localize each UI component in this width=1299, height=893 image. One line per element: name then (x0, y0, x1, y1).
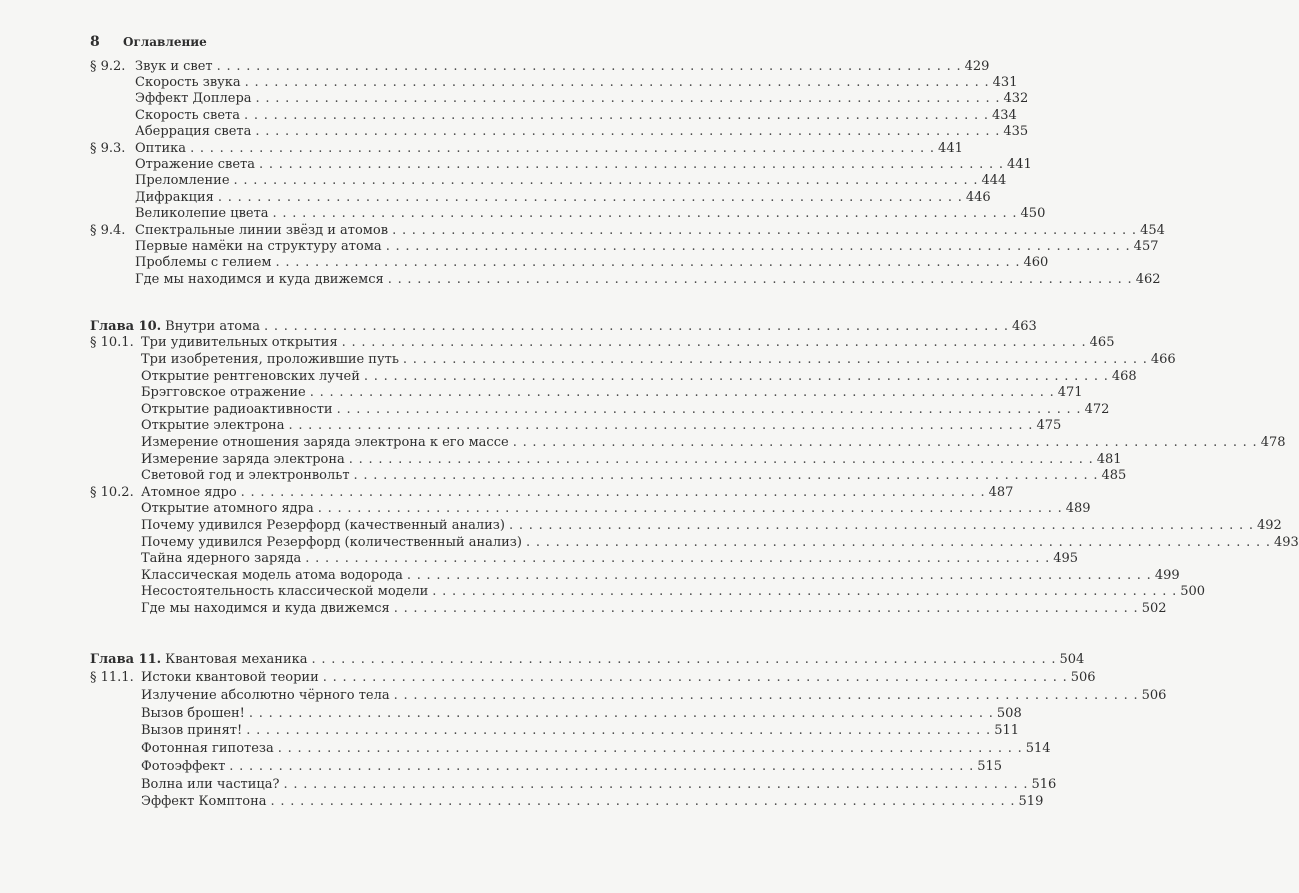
dot-leader (306, 385, 1054, 400)
entry-title: Брэгговское отражение (141, 385, 306, 401)
toc-subsection-entry (90, 271, 1161, 287)
dot-leader (245, 706, 993, 721)
entry-page-number: 444 (981, 173, 1007, 189)
dot-leader (272, 255, 1020, 270)
entry-title: Внутри атома (165, 318, 260, 334)
dot-leader (260, 319, 1008, 334)
entry-page-number: 502 (1141, 600, 1167, 616)
toc-section-entry (90, 222, 1165, 238)
dot-leader (214, 190, 962, 205)
dot-leader (399, 352, 1147, 367)
toc-subsection-entry (90, 740, 1051, 758)
entry-page-number: 463 (1011, 318, 1037, 334)
dot-leader (345, 452, 1093, 467)
page-number: 8 (90, 34, 100, 50)
toc-subsection-entry (90, 238, 1159, 254)
toc-subsection-entry (90, 401, 1110, 418)
dot-leader (390, 601, 1138, 616)
entry-title: Дифракция (135, 189, 214, 205)
entry-page-number: 441 (938, 140, 963, 156)
entry-page-number: 481 (1096, 451, 1122, 467)
entry-title: Великолепие цвета (135, 206, 269, 222)
toc-chapter-entry (90, 651, 1085, 669)
dot-leader (284, 418, 1032, 433)
running-header (90, 34, 207, 50)
section-number: § 10.2. (90, 484, 134, 500)
entry-page-number: 432 (1003, 91, 1029, 107)
toc-chapter-entry (90, 318, 1037, 335)
entry-page-number: 508 (996, 705, 1022, 721)
entry-title: Волна или частица? (141, 776, 280, 792)
toc-subsection-entry (90, 173, 1007, 189)
dot-leader (269, 206, 1017, 221)
entry-title: Три изобретения, проложившие путь (141, 351, 399, 367)
dot-leader (403, 568, 1151, 583)
dot-leader (319, 670, 1067, 685)
toc-group-chapter-10 (90, 318, 1299, 617)
entry-page-number: 460 (1023, 255, 1049, 271)
entry-title: Несостоятельность классической модели (141, 584, 429, 600)
toc-group-chapter-11 (90, 651, 1167, 811)
entry-title: Открытие радиоактивности (141, 401, 333, 417)
entry-page-number: 478 (1260, 434, 1286, 450)
entry-page-number: 515 (977, 758, 1003, 774)
entry-page-number: 495 (1053, 551, 1079, 567)
dot-leader (267, 794, 1015, 809)
toc-subsection-entry (90, 722, 1020, 740)
entry-title: Почему удивился Резерфорд (количественный анализ) (141, 534, 522, 550)
dot-leader (338, 335, 1086, 350)
toc-subsection-entry (90, 775, 1057, 793)
entry-page-number: 446 (965, 189, 991, 205)
dot-leader (360, 369, 1108, 384)
dot-leader (307, 652, 1055, 667)
entry-page-number: 457 (1133, 238, 1159, 254)
entry-title: Измерение заряда электрона (141, 451, 345, 467)
entry-title: Вызов брошен! (141, 705, 245, 721)
toc-subsection-entry (90, 451, 1122, 468)
entry-title: Эффект Комптона (141, 794, 267, 810)
dot-leader (252, 91, 1000, 106)
toc-subsection-entry (90, 567, 1180, 584)
dot-leader (333, 402, 1081, 417)
entry-page-number: 471 (1057, 385, 1083, 401)
entry-title: Три удивительных открытия (141, 335, 338, 351)
entry-title: Измерение отношения заряда электрона к его массе (141, 434, 509, 450)
toc-section-entry (90, 484, 1014, 501)
entry-title: Атомное ядро (141, 484, 237, 500)
chapter-label: Глава 10. (90, 318, 162, 334)
entry-title: Излучение абсолютно чёрного тела (141, 687, 390, 703)
entry-title: Классическая модель атома водорода (141, 567, 403, 583)
entry-title: Вызов принят! (141, 723, 243, 739)
entry-page-number: 492 (1256, 517, 1282, 533)
entry-page-number: 493 (1273, 534, 1299, 550)
toc-section-entry (90, 335, 1115, 352)
toc-subsection-entry (90, 418, 1062, 435)
entry-title: Эффект Доплера (135, 91, 252, 107)
dot-leader (522, 535, 1270, 550)
entry-page-number: 441 (1006, 157, 1032, 173)
toc-subsection-entry (90, 189, 991, 205)
toc-section-entry (90, 58, 990, 74)
dot-leader (390, 688, 1138, 703)
toc-subsection-entry (90, 467, 1127, 484)
entry-title: Где мы находимся и куда движемся (141, 600, 390, 616)
entry-title: Фотоэффект (141, 758, 226, 774)
toc-subsection-entry (90, 206, 1046, 222)
toc-subsection-entry (90, 74, 1018, 91)
entry-page-number: 429 (964, 58, 990, 74)
dot-leader (186, 141, 934, 156)
entry-title: Тайна ядерного заряда (141, 551, 302, 567)
entry-page-number: 506 (1070, 670, 1096, 686)
section-number: § 10.1. (90, 335, 134, 351)
chapter-label: Глава 11. (90, 652, 162, 668)
dot-leader (350, 468, 1098, 483)
toc-section-entry (90, 140, 963, 156)
entry-page-number: 450 (1020, 206, 1046, 222)
entry-page-number: 431 (992, 75, 1018, 91)
toc-subsection-entry (90, 156, 1032, 173)
toc-subsection-entry (90, 687, 1167, 705)
entry-title: Первые намёки на структуру атома (135, 238, 382, 254)
entry-title: Преломление (135, 173, 230, 189)
entry-title: Открытие электрона (141, 418, 285, 434)
entry-title: Отражение света (135, 157, 255, 173)
dot-leader (314, 501, 1062, 516)
toc-subsection-entry (90, 384, 1083, 401)
toc-subsection-entry (90, 704, 1022, 722)
entry-page-number: 506 (1141, 687, 1167, 703)
toc-subsection-entry (90, 501, 1091, 518)
toc-subsection-entry (90, 517, 1282, 534)
dot-leader (428, 584, 1176, 599)
toc-subsection-entry (90, 758, 1003, 776)
toc-subsection-entry (90, 91, 1029, 107)
dot-leader (213, 59, 961, 74)
section-number: § 9.3. (90, 140, 126, 156)
dot-leader (279, 777, 1027, 792)
entry-title: Проблемы с гелием (135, 255, 272, 271)
section-number: § 11.1. (90, 670, 134, 686)
dot-leader (382, 239, 1130, 254)
entry-page-number: 511 (994, 723, 1020, 739)
dot-leader (242, 723, 990, 738)
entry-page-number: 514 (1025, 741, 1051, 757)
dot-leader (237, 485, 985, 500)
toc-subsection-entry (90, 124, 1029, 140)
section-number: § 9.2. (90, 58, 126, 74)
running-title: Оглавление (123, 35, 207, 49)
entry-page-number: 500 (1180, 584, 1206, 600)
section-number: § 9.4. (90, 222, 126, 238)
entry-page-number: 434 (991, 107, 1017, 123)
entry-title: Почему удивился Резерфорд (качественный анализ) (141, 517, 505, 533)
toc-subsection-entry (90, 434, 1286, 451)
entry-title: Скорость звука (135, 75, 241, 91)
toc-subsection-entry (90, 107, 1017, 123)
dot-leader (241, 75, 989, 90)
toc-subsection-entry (90, 534, 1299, 551)
dot-leader (509, 435, 1257, 450)
entry-page-number: 487 (988, 484, 1014, 500)
entry-page-number: 516 (1031, 776, 1057, 792)
entry-page-number: 485 (1101, 468, 1127, 484)
entry-title: Открытие рентгеновских лучей (141, 368, 360, 384)
entry-page-number: 519 (1018, 794, 1044, 810)
dot-leader (225, 759, 973, 774)
entry-page-number: 435 (1003, 124, 1029, 140)
toc-subsection-entry (90, 255, 1049, 271)
entry-title: Квантовая механика (165, 652, 308, 668)
entry-title: Аберрация света (135, 124, 252, 140)
toc-subsection-entry (90, 368, 1137, 385)
entry-page-number: 504 (1059, 652, 1085, 668)
dot-leader (384, 272, 1132, 287)
toc-subsection-entry (90, 600, 1167, 617)
dot-leader (255, 157, 1003, 172)
dot-leader (388, 223, 1136, 238)
entry-page-number: 472 (1084, 401, 1110, 417)
toc-subsection-entry (90, 793, 1044, 811)
entry-page-number: 466 (1150, 351, 1176, 367)
dot-leader (274, 741, 1022, 756)
entry-title: Скорость света (135, 107, 240, 123)
entry-title: Открытие атомного ядра (141, 501, 314, 517)
entry-page-number: 465 (1089, 335, 1115, 351)
toc-section-entry (90, 669, 1096, 687)
entry-page-number: 454 (1140, 222, 1165, 238)
entry-title: Фотонная гипотеза (141, 741, 274, 757)
toc-subsection-entry (90, 550, 1079, 567)
entry-page-number: 499 (1154, 567, 1180, 583)
entry-title: Световой год и электронвольт (141, 468, 350, 484)
dot-leader (301, 551, 1049, 566)
entry-title: Истоки квантовой теории (141, 670, 319, 686)
entry-title: Спектральные линии звёзд и атомов (135, 222, 389, 238)
dot-leader (230, 173, 978, 188)
entry-page-number: 489 (1065, 501, 1091, 517)
entry-page-number: 462 (1135, 271, 1161, 287)
entry-title: Оптика (135, 140, 187, 156)
toc-group-chapter-9 (90, 58, 1165, 287)
entry-title: Где мы находимся и куда движемся (135, 271, 384, 287)
toc-subsection-entry (90, 584, 1206, 601)
entry-title: Звук и свет (135, 58, 213, 74)
entry-page-number: 468 (1111, 368, 1137, 384)
dot-leader (251, 124, 999, 139)
dot-leader (505, 518, 1253, 533)
toc-subsection-entry (90, 351, 1176, 368)
dot-leader (240, 108, 988, 123)
entry-page-number: 475 (1036, 418, 1062, 434)
